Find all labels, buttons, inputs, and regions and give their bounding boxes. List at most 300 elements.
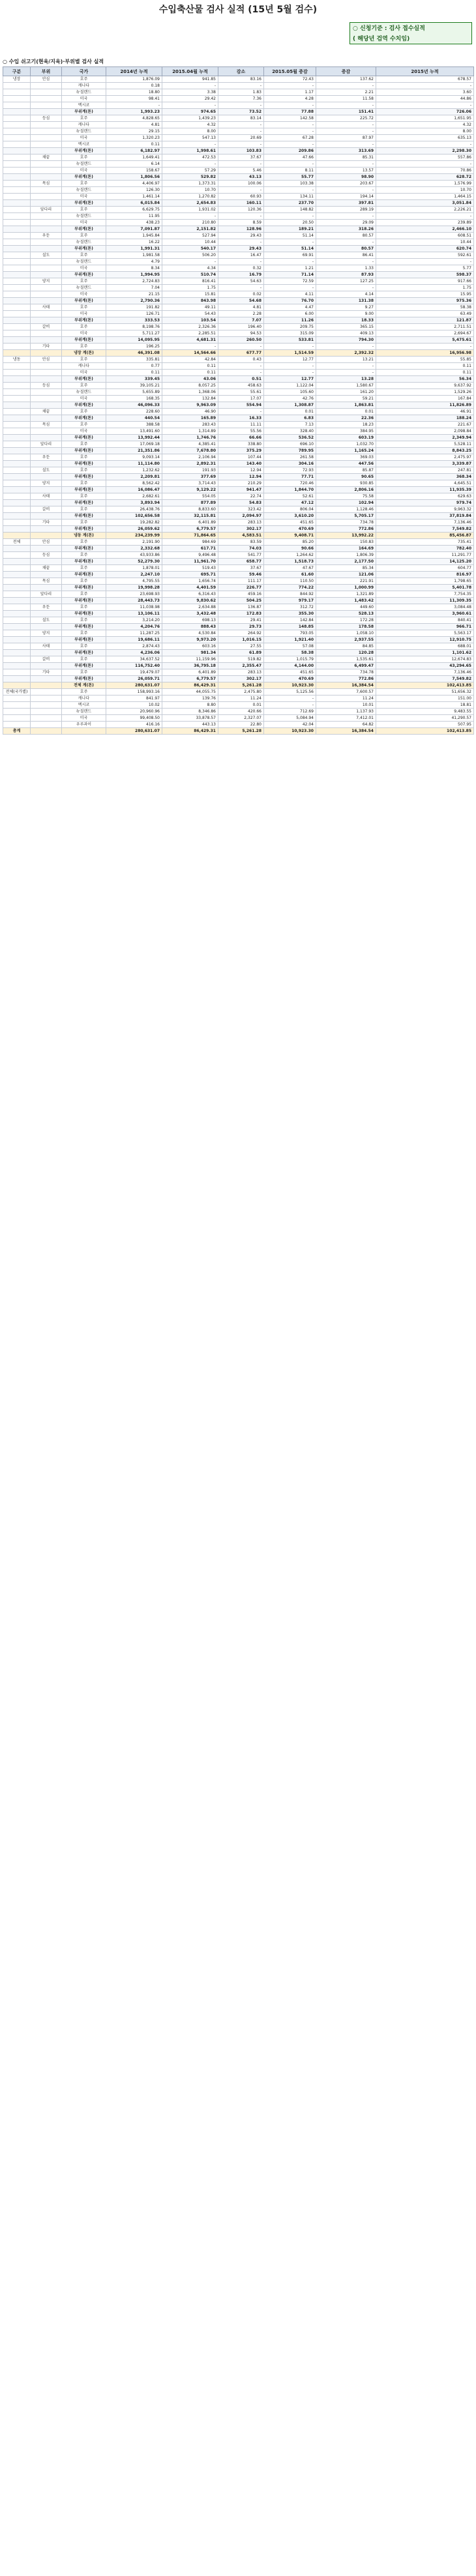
table-cell: - <box>218 122 264 128</box>
table-cell <box>3 709 31 715</box>
table-cell: 6,015.84 <box>106 200 162 207</box>
table-cell: 134.11 <box>264 194 316 200</box>
table-cell: 미국 <box>62 370 106 376</box>
table-cell: 19,686.11 <box>106 637 162 643</box>
table-cell <box>3 500 31 506</box>
table-cell: 472.53 <box>162 154 218 161</box>
table-cell: 20,960.96 <box>106 709 162 715</box>
table-row <box>3 337 474 344</box>
table-cell: 979.17 <box>264 598 316 604</box>
table-cell: 420.66 <box>218 709 264 715</box>
table-cell <box>3 402 31 409</box>
table-row <box>3 187 474 194</box>
table-row <box>3 291 474 298</box>
table-cell: 1,321.89 <box>316 591 376 598</box>
table-cell: 47.12 <box>264 500 316 506</box>
table-cell <box>3 311 31 317</box>
table-cell: 975.36 <box>376 298 474 304</box>
table-cell: 302.17 <box>218 526 264 533</box>
table-cell: 536.52 <box>264 435 316 441</box>
column-header: 구분 <box>3 67 31 76</box>
table-cell: 1,483.42 <box>316 598 376 604</box>
table-cell: 8,833.60 <box>162 506 218 513</box>
table-cell: 7.07 <box>218 317 264 324</box>
table-cell: 42.76 <box>264 396 316 402</box>
table-cell: 호주 <box>62 552 106 559</box>
table-cell: 55.56 <box>218 428 264 435</box>
table-row <box>3 520 474 526</box>
table-cell: 18.80 <box>106 89 162 96</box>
table-cell <box>3 396 31 402</box>
table-cell: 목심 <box>31 181 62 187</box>
table-cell: 5,705.17 <box>316 513 376 520</box>
table-row <box>3 454 474 461</box>
table-cell: 794.30 <box>316 337 376 344</box>
table-cell: 뉴질랜드 <box>62 259 106 265</box>
table-cell: 1,806.56 <box>106 174 162 181</box>
table-row <box>3 559 474 565</box>
table-cell: 27.55 <box>218 643 264 650</box>
table-cell <box>3 168 31 174</box>
table-cell <box>31 141 62 148</box>
table-cell: - <box>162 141 218 148</box>
table-cell: 527.94 <box>162 233 218 239</box>
table-cell: 86,429.31 <box>162 682 218 689</box>
table-cell: 뉴질랜드 <box>62 709 106 715</box>
table-cell: 호주 <box>62 454 106 461</box>
table-row <box>3 467 474 474</box>
table-cell: 호주 <box>62 383 106 389</box>
table-cell <box>31 311 62 317</box>
table-cell: 부위계(톤) <box>62 148 106 154</box>
table-cell: 호주 <box>62 154 106 161</box>
table-cell: 1,122.04 <box>264 383 316 389</box>
table-cell: - <box>316 161 376 168</box>
table-cell: 4,795.55 <box>106 578 162 585</box>
table-cell: 4,530.84 <box>162 630 218 637</box>
table-cell: 59.21 <box>316 396 376 402</box>
table-cell: 7,600.57 <box>316 689 376 695</box>
table-cell: 74.03 <box>218 546 264 552</box>
table-cell: 8,346.86 <box>162 709 218 715</box>
table-cell <box>31 585 62 591</box>
table-cell: 0.11 <box>106 370 162 376</box>
table-cell: 151.41 <box>316 109 376 115</box>
table-row <box>3 474 474 480</box>
table-cell <box>31 194 62 200</box>
table-cell: 102,413.85 <box>376 728 474 735</box>
table-cell: 10.70 <box>162 187 218 194</box>
table-row <box>3 578 474 585</box>
table-row <box>3 493 474 500</box>
table-cell: 안심 <box>31 76 62 83</box>
table-cell: 29.41 <box>218 617 264 624</box>
table-cell: 7,136.46 <box>376 669 474 676</box>
table-cell: 541.77 <box>218 552 264 559</box>
table-cell <box>3 624 31 630</box>
table-cell: 부위계(톤) <box>62 572 106 578</box>
table-cell: - <box>162 83 218 89</box>
table-cell: 51,656.32 <box>376 689 474 695</box>
table-cell: 부위계(톤) <box>62 500 106 506</box>
table-cell: 1,921.40 <box>264 637 316 643</box>
table-cell: 5,528.11 <box>376 441 474 448</box>
table-row <box>3 422 474 428</box>
table-cell: - <box>218 187 264 194</box>
table-cell: 388.58 <box>106 422 162 428</box>
table-cell: 90.66 <box>264 546 316 552</box>
table-cell: 전체 <box>3 539 31 546</box>
table-cell: 1,535.61 <box>316 656 376 663</box>
table-cell: - <box>316 141 376 148</box>
table-cell: 734.78 <box>316 669 376 676</box>
table-cell: 0.11 <box>162 363 218 370</box>
table-cell: 4,406.97 <box>106 181 162 187</box>
table-cell: 59.46 <box>218 572 264 578</box>
table-cell: 냉동 계(톤) <box>62 533 106 539</box>
table-row <box>3 409 474 415</box>
table-cell <box>3 598 31 604</box>
table-cell: 726.06 <box>376 109 474 115</box>
table-cell: 2,711.51 <box>376 324 474 330</box>
table-cell: 111.17 <box>218 578 264 585</box>
table-cell: 미국 <box>62 428 106 435</box>
table-cell: - <box>316 102 376 109</box>
table-cell: 628.72 <box>376 174 474 181</box>
table-cell: 688.01 <box>376 643 474 650</box>
table-cell <box>31 546 62 552</box>
table-cell: 전체(국가별) <box>3 689 31 695</box>
table-cell: 10.44 <box>376 239 474 246</box>
table-cell: 120.36 <box>218 207 264 213</box>
table-cell: 부위계(톤) <box>62 415 106 422</box>
table-cell: 1,128.46 <box>316 506 376 513</box>
table-cell <box>3 174 31 181</box>
table-cell <box>3 493 31 500</box>
table-cell: 126.30 <box>106 187 162 194</box>
table-cell: 16,086.47 <box>106 487 162 493</box>
table-cell: 캐나다 <box>62 83 106 89</box>
table-cell <box>31 265 62 272</box>
table-cell <box>3 389 31 396</box>
table-cell: 225.72 <box>316 115 376 122</box>
table-cell: 29.43 <box>218 233 264 239</box>
table-cell <box>31 389 62 396</box>
column-header: 2015.04월 누적 <box>162 67 218 76</box>
table-cell: 16.33 <box>218 415 264 422</box>
table-cell: 384.95 <box>316 428 376 435</box>
table-cell <box>31 174 62 181</box>
table-cell: 4,204.76 <box>106 624 162 630</box>
table-cell: - <box>218 344 264 350</box>
table-cell <box>3 291 31 298</box>
table-cell: 19,479.07 <box>106 669 162 676</box>
table-cell: 11,826.89 <box>376 402 474 409</box>
table-cell: 52,279.30 <box>106 559 162 565</box>
table-row <box>3 383 474 389</box>
table-cell: 0.02 <box>218 291 264 298</box>
table-cell: 85.34 <box>316 565 376 572</box>
table-cell <box>31 500 62 506</box>
table-cell: 888.43 <box>162 624 218 630</box>
table-cell: 772.86 <box>316 526 376 533</box>
table-cell <box>3 122 31 128</box>
table-cell <box>3 480 31 487</box>
table-cell: 142.84 <box>264 617 316 624</box>
table-cell <box>31 435 62 441</box>
column-header: 증감 <box>316 67 376 76</box>
table-cell: 2,724.83 <box>106 278 162 285</box>
table-cell: 뉴질랜드 <box>62 389 106 396</box>
table-cell: 17,069.18 <box>106 441 162 448</box>
table-row <box>3 637 474 643</box>
table-cell: 678.57 <box>376 76 474 83</box>
table-cell: 앞다리 <box>31 441 62 448</box>
table-cell: 247.81 <box>376 467 474 474</box>
table-cell: 미국 <box>62 291 106 298</box>
table-cell: 105.60 <box>264 389 316 396</box>
table-cell: 3,610.20 <box>264 513 316 520</box>
table-cell: 멕시코 <box>62 702 106 709</box>
table-cell: 18.33 <box>316 317 376 324</box>
table-cell: 1,314.89 <box>162 428 218 435</box>
table-cell: 호주 <box>62 441 106 448</box>
table-cell: 26,438.76 <box>106 506 162 513</box>
table-cell: 1,981.58 <box>106 252 162 259</box>
table-cell: 554.05 <box>162 493 218 500</box>
table-cell: 설도 <box>31 252 62 259</box>
table-cell: 갈비 <box>31 506 62 513</box>
table-row <box>3 695 474 702</box>
table-cell: 8.59 <box>218 220 264 226</box>
table-cell: 83.14 <box>218 115 264 122</box>
table-cell: 22.80 <box>218 722 264 728</box>
table-cell: 283.43 <box>162 422 218 428</box>
table-row <box>3 396 474 402</box>
table-cell: 부위계(톤) <box>62 298 106 304</box>
table-cell <box>31 122 62 128</box>
table-cell: 49.11 <box>162 304 218 311</box>
table-cell: 캐나다 <box>62 363 106 370</box>
criteria-note-line1: ○ 신청기준 : 검사 접수실적 <box>353 25 425 32</box>
table-cell: 4,583.51 <box>218 533 264 539</box>
table-cell: 46.90 <box>162 409 218 415</box>
table-cell <box>3 663 31 669</box>
table-cell: 5,475.61 <box>376 337 474 344</box>
table-row <box>3 272 474 278</box>
table-cell: 782.40 <box>376 546 474 552</box>
table-cell: 2,285.51 <box>162 330 218 337</box>
table-cell: 2,874.43 <box>106 643 162 650</box>
table-cell <box>3 669 31 676</box>
table-cell <box>31 513 62 520</box>
table-cell: 뉴질랜드 <box>62 89 106 96</box>
table-cell: 61.60 <box>264 572 316 578</box>
table-row <box>3 298 474 304</box>
table-cell: 호주 <box>62 493 106 500</box>
table-cell: 9,408.71 <box>264 533 316 539</box>
table-cell: 167.84 <box>376 396 474 402</box>
table-cell: 1,368.06 <box>162 389 218 396</box>
table-cell: 76.70 <box>264 298 316 304</box>
table-cell: - <box>264 370 316 376</box>
table-cell <box>31 213 62 220</box>
table-cell: 채끝 <box>31 154 62 161</box>
table-cell: 우둔 <box>31 604 62 611</box>
table-cell: 164.69 <box>316 546 376 552</box>
table-cell: 우루과이 <box>62 722 106 728</box>
table-cell: 1,000.99 <box>316 585 376 591</box>
table-cell: 237.70 <box>264 200 316 207</box>
table-cell: 17.07 <box>218 396 264 402</box>
table-row <box>3 115 474 122</box>
table-cell: 102.94 <box>316 500 376 506</box>
table-cell: 호주 <box>62 506 106 513</box>
table-cell: 56.34 <box>376 376 474 383</box>
table-cell: 312.72 <box>264 604 316 611</box>
table-cell <box>3 611 31 617</box>
table-cell: 120.28 <box>316 650 376 656</box>
table-cell: 11,114.80 <box>106 461 162 467</box>
table-cell: 6.00 <box>264 311 316 317</box>
table-cell <box>3 448 31 454</box>
table-cell: 채끝 <box>31 409 62 415</box>
table-row <box>3 656 474 663</box>
table-row <box>3 141 474 148</box>
table-cell: 32,115.81 <box>162 513 218 520</box>
table-cell <box>3 520 31 526</box>
table-cell: 4.81 <box>106 122 162 128</box>
table-cell: 80.57 <box>316 233 376 239</box>
table-cell: 67.28 <box>264 135 316 141</box>
table-cell: 6,779.57 <box>162 526 218 533</box>
table-cell: 0.01 <box>316 409 376 415</box>
table-cell: 호주 <box>62 304 106 311</box>
table-cell: 283.13 <box>218 669 264 676</box>
table-cell: 974.65 <box>162 109 218 115</box>
table-cell: 83.16 <box>218 76 264 83</box>
table-cell: 1.75 <box>162 285 218 291</box>
table-row <box>3 526 474 533</box>
table-row <box>3 461 474 467</box>
table-cell: - <box>264 161 316 168</box>
table-cell: 12.94 <box>218 474 264 480</box>
table-cell: 46,096.33 <box>106 402 162 409</box>
table-cell: 20.50 <box>264 220 316 226</box>
table-cell: 47.66 <box>264 154 316 161</box>
table-cell <box>3 585 31 591</box>
table-cell: 592.61 <box>376 252 474 259</box>
table-cell: 호주 <box>62 689 106 695</box>
table-row <box>3 330 474 337</box>
table-cell: 51.14 <box>264 233 316 239</box>
table-row <box>3 428 474 435</box>
table-cell: 5,084.94 <box>264 715 316 722</box>
table-cell <box>31 695 62 702</box>
table-cell: 부위계(톤) <box>62 435 106 441</box>
table-cell <box>3 487 31 493</box>
table-cell: 냉장 <box>3 76 31 83</box>
table-cell: 54.83 <box>218 500 264 506</box>
table-cell: 7,754.35 <box>376 591 474 598</box>
table-cell: 호주 <box>62 630 106 637</box>
page-title: 수입축산물 검사 실적 (15년 5월 검수) <box>158 5 318 15</box>
table-cell: - <box>264 344 316 350</box>
table-cell: 2,682.61 <box>106 493 162 500</box>
table-cell: 36,795.18 <box>162 663 218 669</box>
table-cell: 목심 <box>31 422 62 428</box>
table-cell <box>3 239 31 246</box>
table-cell: 부위계(톤) <box>62 585 106 591</box>
table-cell: 뉴질랜드 <box>62 161 106 168</box>
table-cell: 1,270.82 <box>162 194 218 200</box>
column-header: 2015년 누적 <box>376 67 474 76</box>
table-cell: 1,998.61 <box>162 148 218 154</box>
table-cell <box>3 591 31 598</box>
table-cell: 698.13 <box>162 617 218 624</box>
table-cell: 1,993.23 <box>106 109 162 115</box>
table-cell: 695.71 <box>162 572 218 578</box>
table-cell <box>3 207 31 213</box>
table-cell: 85,456.87 <box>376 533 474 539</box>
table-cell: 호주 <box>62 422 106 428</box>
table-cell: 19,998.28 <box>106 585 162 591</box>
table-cell: 2,475.97 <box>376 454 474 461</box>
table-row <box>3 174 474 181</box>
table-cell: 6.83 <box>264 415 316 422</box>
table-row <box>3 572 474 578</box>
table-cell: 1,016.15 <box>218 637 264 643</box>
table-cell: 3,714.43 <box>162 480 218 487</box>
table-cell: 11.95 <box>106 213 162 220</box>
table-cell: 168.35 <box>106 396 162 402</box>
table-cell <box>31 350 62 357</box>
table-row <box>3 311 474 317</box>
table-cell: 54.43 <box>162 311 218 317</box>
table-cell <box>3 96 31 102</box>
table-cell: 37,819.84 <box>376 513 474 520</box>
table-cell: 635.13 <box>376 135 474 141</box>
table-cell <box>31 168 62 174</box>
table-cell: 772.86 <box>316 676 376 682</box>
table-cell: 8,057.25 <box>162 383 218 389</box>
table-row <box>3 285 474 291</box>
table-cell: 228.60 <box>106 409 162 415</box>
table-cell <box>3 246 31 252</box>
table-cell <box>3 722 31 728</box>
table-cell: 318.26 <box>316 226 376 233</box>
table-cell: 호주 <box>62 278 106 285</box>
table-cell <box>31 428 62 435</box>
table-cell <box>3 506 31 513</box>
table-cell <box>3 526 31 533</box>
table-cell <box>31 715 62 722</box>
table-cell <box>3 89 31 96</box>
table-cell: 호주 <box>62 669 106 676</box>
table-cell: 부위계(톤) <box>62 663 106 669</box>
table-cell <box>3 350 31 357</box>
table-cell: 0.51 <box>218 376 264 383</box>
table-cell: 설도 <box>31 467 62 474</box>
table-cell: 2,634.88 <box>162 604 218 611</box>
table-cell: 12,674.83 <box>376 656 474 663</box>
table-cell: 갈비 <box>31 656 62 663</box>
table-cell: 부위계(톤) <box>62 461 106 467</box>
table-cell: 캐나다 <box>62 695 106 702</box>
table-cell <box>3 265 31 272</box>
table-cell: 57.08 <box>264 643 316 650</box>
table-cell: 5,563.17 <box>376 630 474 637</box>
